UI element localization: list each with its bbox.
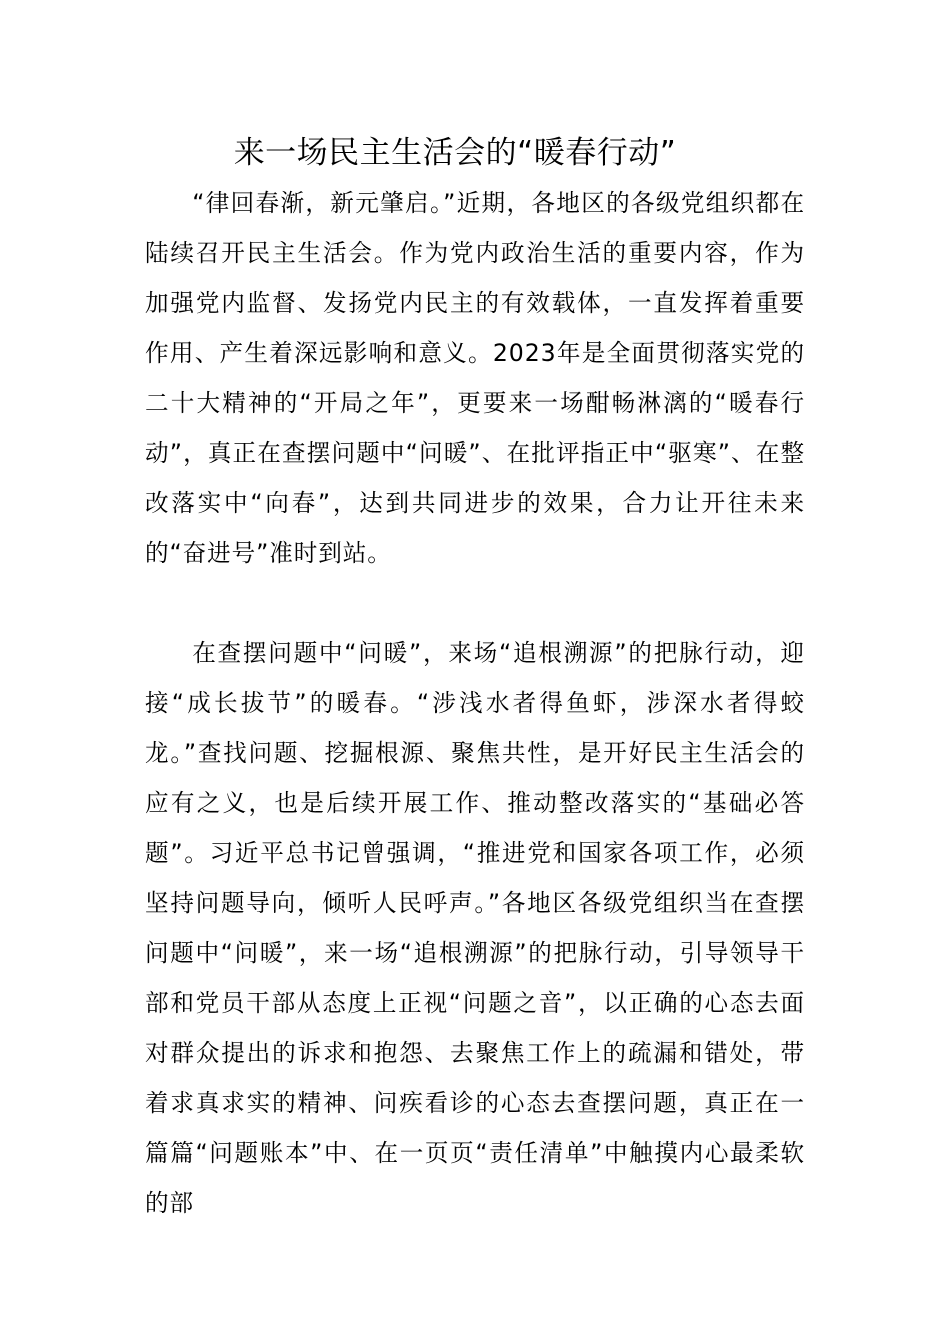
paragraph-2: 在查摆问题中“问暖”，来场“追根溯源”的把脉行动，迎接“成长拔节”的暖春。“涉浅水者得鱼虾，涉深水者得蛟龙。”查找问题、挖掘根源、聚焦共性，是开好民主生活会的应有之义，也是后续开展工作、推动整改落实的“基础必答题”。习近平总书记曾强调，“推进党和国家各项工作，必须坚持问题导向，倾听人民呼声。”各地区各级党组织当在查摆问题中“问暖”，来一场“追根溯源”的把脉行动，引导领导干部和党员干部从态度上正视“问题之音”，以正确的心态去面对群众提出的诉求和抱怨、去聚焦工作上的疏漏和错处，带着求真求实的精神、问疾看诊的心态去查摆问题，真正在一篇篇“问题账本”中、在一页页“责任清单”中触摸内心最柔软的部 xyxy=(145,639,805,1217)
document-title: 来一场民主生活会的“暖春行动” xyxy=(233,135,677,171)
document-page xyxy=(145,128,805,1228)
paragraph-spacer xyxy=(145,578,805,628)
paragraph-1: “律回春渐，新元肇启。”近期，各地区的各级党组织都在陆续召开民主生活会。作为党内政治生活的重要内容，作为加强党内监督、发扬党内民主的有效载体，一直发挥着重要作用、产生着深远影响和意义。2023年是全面贯彻落实党的二十大精神的“开局之年”，更要来一场酣畅淋漓的“暖春行动”，真正在查摆问题中“问暖”、在批评指正中“驱寒”、在整改落实中“向春”，达到共同进步的效果，合力让开往未来的“奋进号”准时到站。 xyxy=(145,189,805,567)
